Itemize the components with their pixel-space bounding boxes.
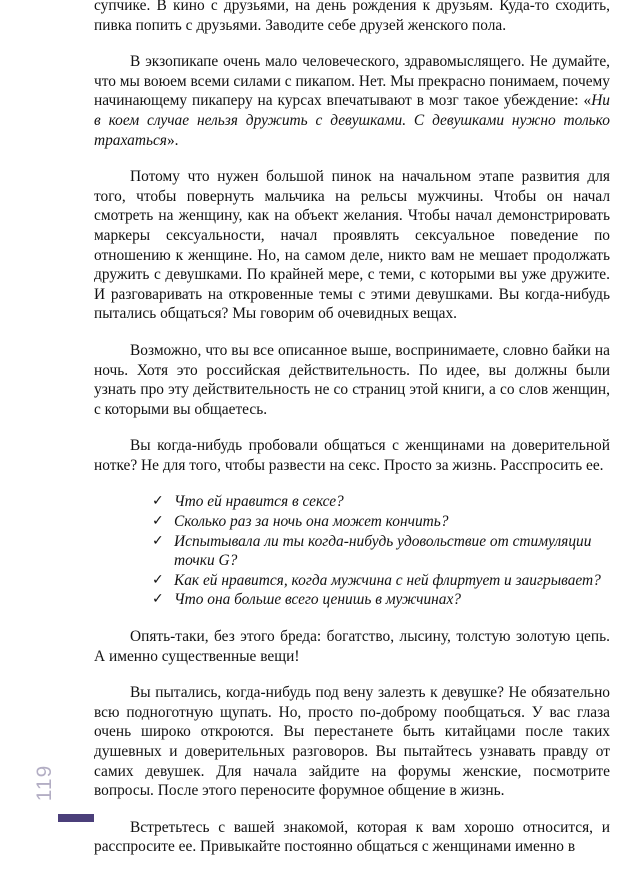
- paragraph-6: Вы пытались, когда-нибудь под вену залезть к девушке? Не обязательно всю подноготную щупать. Но, просто по-доброму пообщаться. У вас глаза очень широко откроются. Вы перестанете быть китайцами после таких душевных и доверительных разговоров. Вы пытайтесь узнавать правду от самих девушек. Для начала зайдите на форумы женские, посмотрите вопросы. После этого переносите форумное общение в жизнь.: [94, 684, 610, 800]
- paragraph-1-quote: Ни в коем случае нельзя дружить с девушками. С девушками нужно только трахаться: [94, 92, 610, 149]
- footer-accent-bar: [58, 814, 94, 822]
- checklist-item: [152, 571, 610, 591]
- checklist-item: [152, 512, 610, 532]
- page-body: [94, 0, 610, 874]
- checkmark-icon: ✓: [152, 591, 164, 608]
- paragraph-7: Встретьтесь с вашей знакомой, которая к вам хорошо относится, и расспросите ее. Привыкайте постоянно общаться с женщинами именно в: [94, 818, 610, 856]
- checklist-item-text: Что ей нравится в сексе?: [174, 493, 344, 511]
- paragraph-1-text: В экзопикапе очень мало человеческого, здравомыслящего. Не думайте, что мы воюем всеми силами с пикапом. Нет. Мы прекрасно понимаем, почему начинающему пикаперу на курсах впечатывают в мозг такое убеждение: «: [94, 53, 610, 110]
- checklist-item-text: Что она больше всего ценишь в мужчинах?: [174, 591, 461, 609]
- paragraph-2: Потому что нужен большой пинок на начальном этапе развития для того, чтобы повернуть мальчика на рельсы мужчины. Чтобы он начал смотреть на женщину, как на объект желания. Чтобы начал демонстрировать маркеры сексуальности, начал проявлять сексуальное поведение по отношению к женщине. Но, на самом деле, никто вам не мешает продолжать дружить с девушками. По крайней мере, с теми, с которыми вы уже дружите. И разговаривать на откровенные темы с этими девушками. Вы когда-нибудь пытались общаться? Мы говорим об очевидных вещах.: [94, 168, 610, 323]
- paragraph-1: [94, 52, 610, 150]
- checkmark-icon: ✓: [152, 513, 164, 530]
- paragraph-3: Возможно, что вы все описанное выше, воспринимаете, словно байки на ночь. Хотя это российская действительность. По идее, вы должны были узнать про эту действительность не со страниц этой книги, а со слов женщин, с которыми вы общаетесь.: [94, 341, 610, 418]
- checkmark-icon: ✓: [152, 571, 164, 588]
- checkmark-icon: ✓: [152, 532, 164, 549]
- checklist-item-text: Испытывала ли ты когда-нибудь удовольствие от стимуляции точки G?: [174, 532, 592, 570]
- checklist-item: [152, 492, 610, 512]
- checklist-item-text: Сколько раз за ночь она может кончить?: [174, 513, 449, 531]
- checkmark-icon: ✓: [152, 493, 164, 510]
- paragraph-0: супчике. В кино с друзьями, на день рождения к друзьям. Куда-то сходить, пивка попить с друзьями. Заводите себе друзей женского пола.: [94, 0, 610, 34]
- checklist-item: [152, 590, 610, 610]
- checklist-item: [152, 532, 610, 571]
- checklist-item-text: Как ей нравится, когда мужчина с ней флиртует и заигрывает?: [174, 571, 601, 589]
- paragraph-5: Опять-таки, без этого бреда: богатство, лысину, толстую золотую цепь. А именно существенные вещи!: [94, 628, 610, 665]
- page-number: 119: [33, 764, 57, 802]
- paragraph-1-end: ».: [166, 131, 179, 149]
- question-checklist: [94, 492, 610, 610]
- paragraph-4: Вы когда-нибудь пробовали общаться с женщинами на доверительной нотке? Не для того, чтобы развести на секс. Просто за жизнь. Расспросить ее.: [94, 437, 610, 474]
